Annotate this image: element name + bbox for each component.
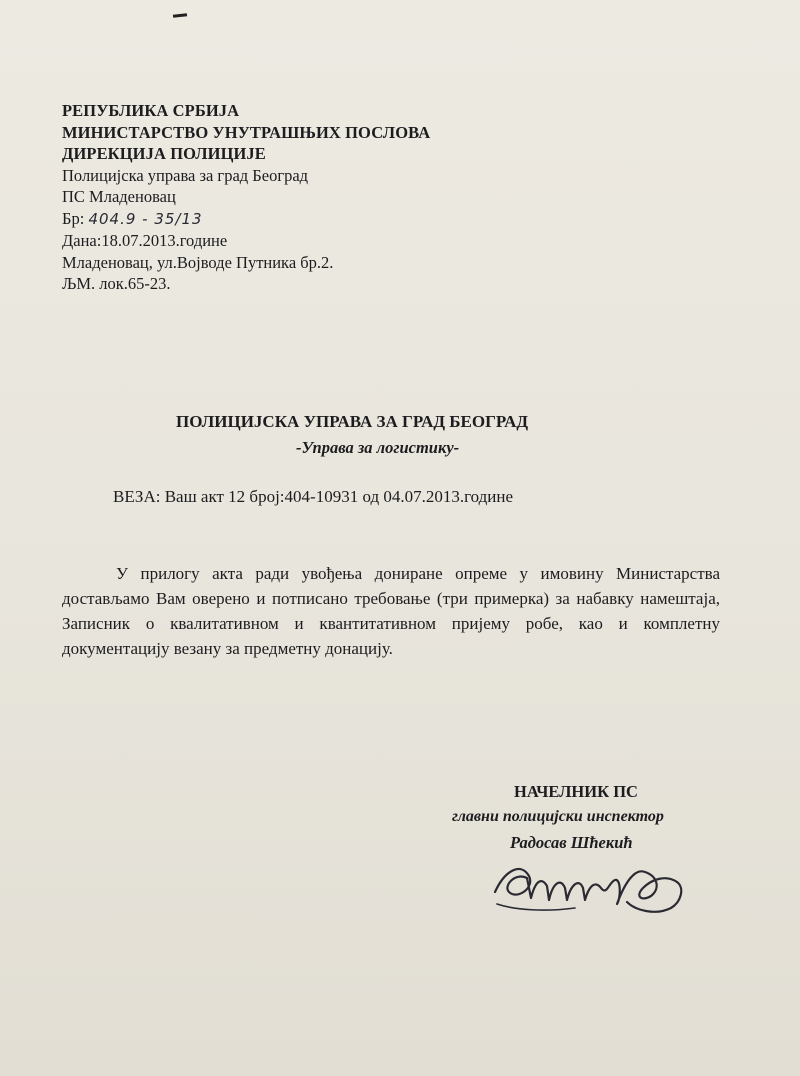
body-paragraph: У прилогу акта ради увођења дониране опреме у имовину Министарства достављамо Вам оверено и потписано требовање (три примерка) за набавку намештаја, Записник о квалитативном и квантитативном пријему робе, као и комплетну документацију везану за предметну донацију. [62, 564, 720, 658]
recipient-department: -Управа за логистику- [296, 438, 460, 457]
recipient-name: ПОЛИЦИЈСКА УПРАВА ЗА ГРАД БЕОГРАД [176, 412, 529, 431]
reference-line: ВЕЗА: Ваш акт 12 број:404-10931 од 04.07.2013.године [113, 487, 514, 506]
header-ministry: МИНИСТАРСТВО УНУТРАШЊИХ ПОСЛОВА [62, 122, 431, 142]
signatory-name: Радосав Шћекић [510, 833, 633, 852]
header-directorate: ДИРЕКЦИЈА ПОЛИЦИЈЕ [62, 144, 266, 163]
header-department: Полицијска управа за град Београд [62, 165, 309, 185]
number-value: 404.9 - 35/13 [88, 209, 203, 228]
header-number [62, 208, 430, 231]
signatory-rank: главни полицијски инспектор [452, 808, 664, 825]
handwritten-signature [485, 852, 695, 922]
pen-mark [173, 13, 187, 17]
letterhead [62, 100, 430, 295]
header-address: Младеновац, ул.Војводе Путника бр.2. [62, 252, 334, 272]
header-station: ПС Младеновац [62, 187, 176, 206]
signatory-title: НАЧЕЛНИК ПС [514, 782, 638, 801]
header-date: Дана:18.07.2013.године [62, 231, 228, 250]
header-phone: ЉМ. лок.65-23. [62, 274, 171, 293]
number-label: Бр: [62, 208, 85, 228]
header-country: РЕПУБЛИКА СРБИЈА [62, 101, 240, 120]
